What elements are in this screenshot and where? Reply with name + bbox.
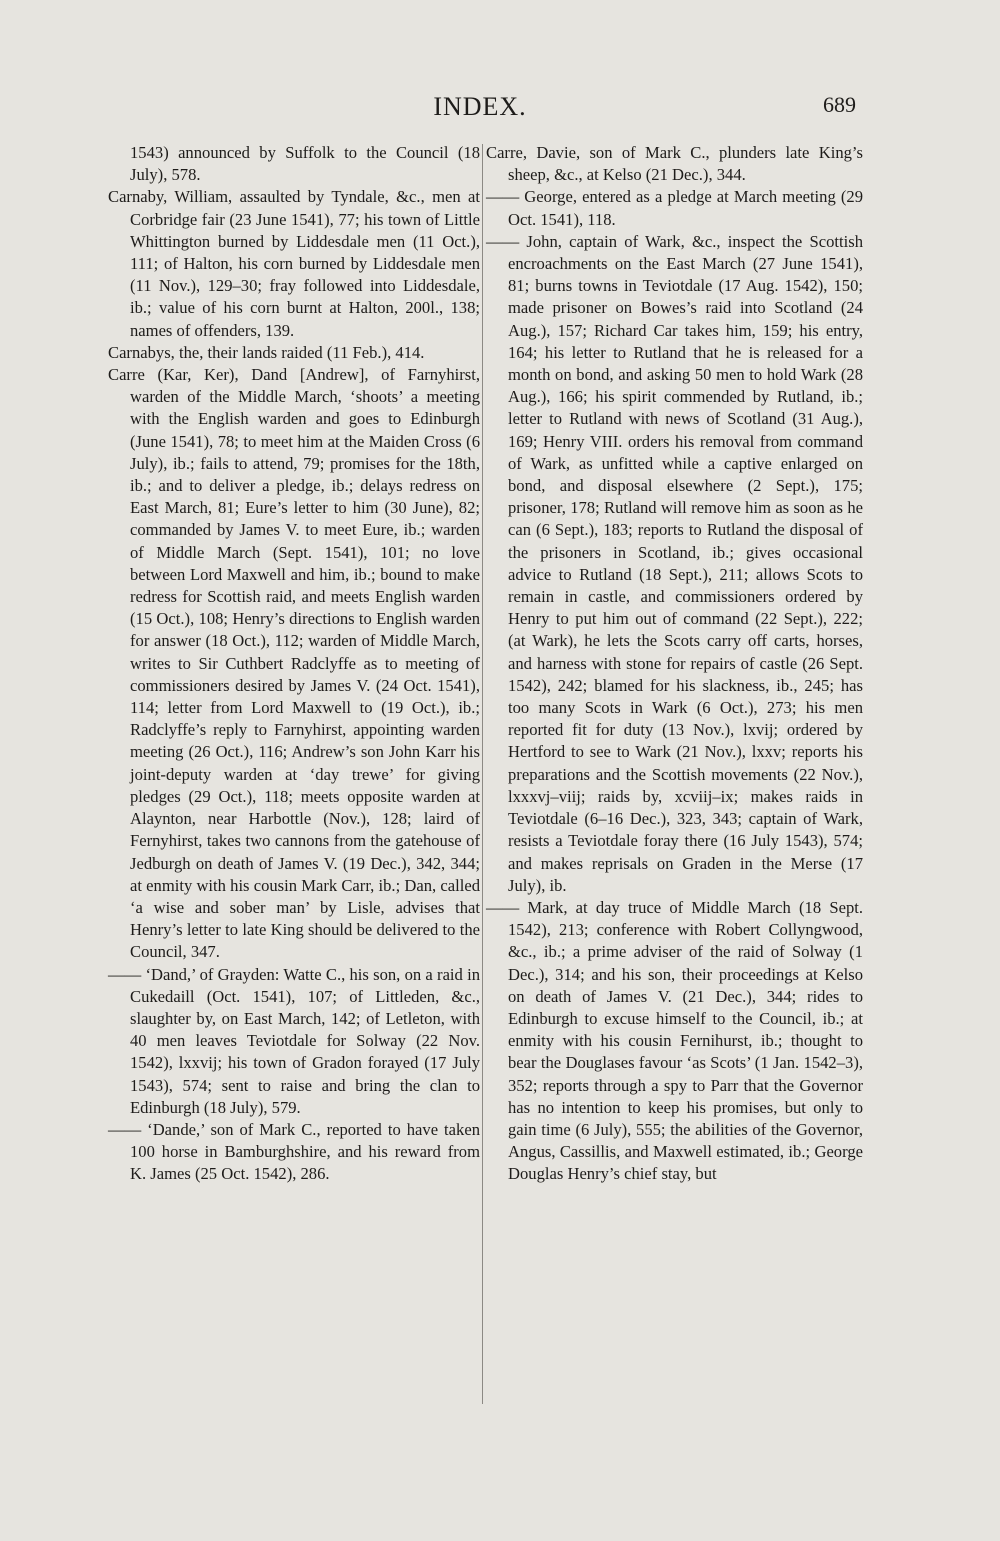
column-divider bbox=[482, 144, 483, 1404]
index-entry: Carnaby, William, assaulted by Tyndale, &c., men at Corbridge fair (23 June 1541), 77; his town of Little Whittington burned by Liddesdale men (11 Oct.), 111; of Halton, his corn burned by Liddesdale men (11 Nov.), 129–30; fray followed into Liddesdale, ib.; value of his corn burnt at Halton, 200l., 138; names of offenders, 139. bbox=[108, 187, 480, 340]
index-subentry: —— George, entered as a pledge at March meeting (29 Oct. 1541), 118. bbox=[486, 187, 863, 229]
index-entry: Carre, Davie, son of Mark C., plunders late King’s sheep, &c., at Kelso (21 Dec.), 344. bbox=[486, 143, 863, 185]
index-subentry: —— Mark, at day truce of Middle March (18 Sept. 1542), 213; conference with Robert Collyngwood, &c., ib.; a prime adviser of the raid of Solway (1 Dec.), 314; and his son, their proceedings at Kelso on death of James V. (21 Dec.), 344; rides to Edinburgh to excuse himself to the Council, ib.; at enmity with his cousin Fernihurst, ib.; thought to bear the Douglases favour ‘as Scots’ (1 Jan. 1542–3), 352; reports through a spy to Parr that the Governor has no intention to keep his promises, but only to gain time (6 July), 555; the abilities of the Governor, Angus, Cassillis, and Maxwell estimated, ib.; George Douglas Henry’s chief stay, but bbox=[486, 897, 863, 1184]
index-entry: Carnabys, the, their lands raided (11 Feb.), 414. bbox=[108, 342, 425, 362]
index-entry: Carre (Kar, Ker), Dand [Andrew], of Farnyhirst, warden of the Middle March, ‘shoots’ a meeting with the English warden and goes to Edinburgh (June 1541), 78; to meet him at the Maiden Cross (6 July), ib.; fails to attend, 79; promises for the 18th, ib.; and to deliver a pledge, ib.; delays redress on East March, 81; Eure’s letter to him (30 June), 82; commanded by James V. to meet Eure, ib.; warden of Middle March (Sept. 1541), 101; no love between Lord Maxwell and him, ib.; bound to make redress for Scottish raid, and meets English warden (15 Oct.), 108; Henry’s directions to English warden for answer (18 Oct.), 112; warden of Middle March, writes to Sir Cuthbert Radclyffe as to meeting of commissioners desired by James V. (24 Oct. 1541), 114; letter from Lord Maxwell to (19 Oct.), ib.; Radclyffe’s reply to Farnyhirst, appointing warden meeting (26 Oct.), 116; Andrew’s son John Karr his joint-deputy warden at ‘day trewe’ for giving pledges (29 Oct.), 118; meets opposite warden at Alaynton, near Harbottle (Nov.), 128; laird of Fernyhirst, takes two cannons from the gatehouse of Jedburgh on death of James V. (19 Dec.), 342, 344; at enmity with his cousin Mark Carr, ib.; Dan, called ‘a wise and sober man’ by Lisle, advises that Henry’s letter to late King should be delivered to the Council, 347. bbox=[108, 365, 480, 962]
index-entry-continued: 1543) announced by Suffolk to the Council (18 July), 578. bbox=[130, 143, 480, 185]
right-column bbox=[486, 142, 863, 1186]
index-subentry: —— ‘Dande,’ son of Mark C., reported to have taken 100 horse in Bamburghshire, and his reward from K. James (25 Oct. 1542), 286. bbox=[108, 1119, 480, 1184]
running-head: INDEX. bbox=[433, 92, 527, 121]
page-number: 689 bbox=[823, 92, 856, 117]
left-column bbox=[108, 142, 480, 1186]
index-subentry: —— ‘Dand,’ of Grayden: Watte C., his son, on a raid in Cukedaill (Oct. 1541), 107; of Littleden, &c., slaughter by, on East March, 142; of Letleton, with 40 men leaves Teviotdale for Solway (22 Nov. 1542), lxxvij; his town of Gradon forayed (17 July 1543), 574; sent to raise and bring the clan to Edinburgh (18 July), 579. bbox=[108, 964, 480, 1117]
index-subentry: —— John, captain of Wark, &c., inspect the Scottish encroachments on the East March (27 June 1541), 81; burns towns in Teviotdale (17 Aug. 1542), 150; made prisoner on Bowes’s raid into Scotland (24 Aug.), 157; Richard Car takes him, 159; his entry, 164; his letter to Rutland that he is released for a month on bond, and asking 50 men to hold Wark (28 Aug.), 166; his spirit commended by Rutland, ib.; letter to Rutland with news of Scotland (31 Aug.), 169; Henry VIII. orders his removal from command of Wark, as unfitted while a captive enlarged on bond, and disposal elsewhere (2 Sept.), 175; prisoner, 178; Rutland will remove him as soon as he can (6 Sept.), 183; reports to Rutland the disposal of the prisoners in Scotland, ib.; gives occasional advice to Rutland (18 Sept.), 211; allows Scots to remain in castle, and commissioners ordered by Henry to put him out of command (22 Sept.), 222; (at Wark), he lets the Scots carry off carts, horses, and harness with stone for repairs of castle (26 Sept. 1542), 242; blamed for his slackness, ib., 245; has too many Scots in Wark (6 Oct.), 273; his men reported fit for duty (13 Nov.), lxvij; ordered by Hertford to see to Wark (21 Nov.), lxxv; reports his preparations and the Scottish movements (22 Nov.), lxxxvj–viij; raids by, xcviij–ix; makes raids in Teviotdale (6–16 Dec.), 323, 343; captain of Wark, resists a Teviotdale foray there (16 July 1543), 574; and makes reprisals on Graden in the Merse (17 July), ib. bbox=[486, 231, 863, 895]
